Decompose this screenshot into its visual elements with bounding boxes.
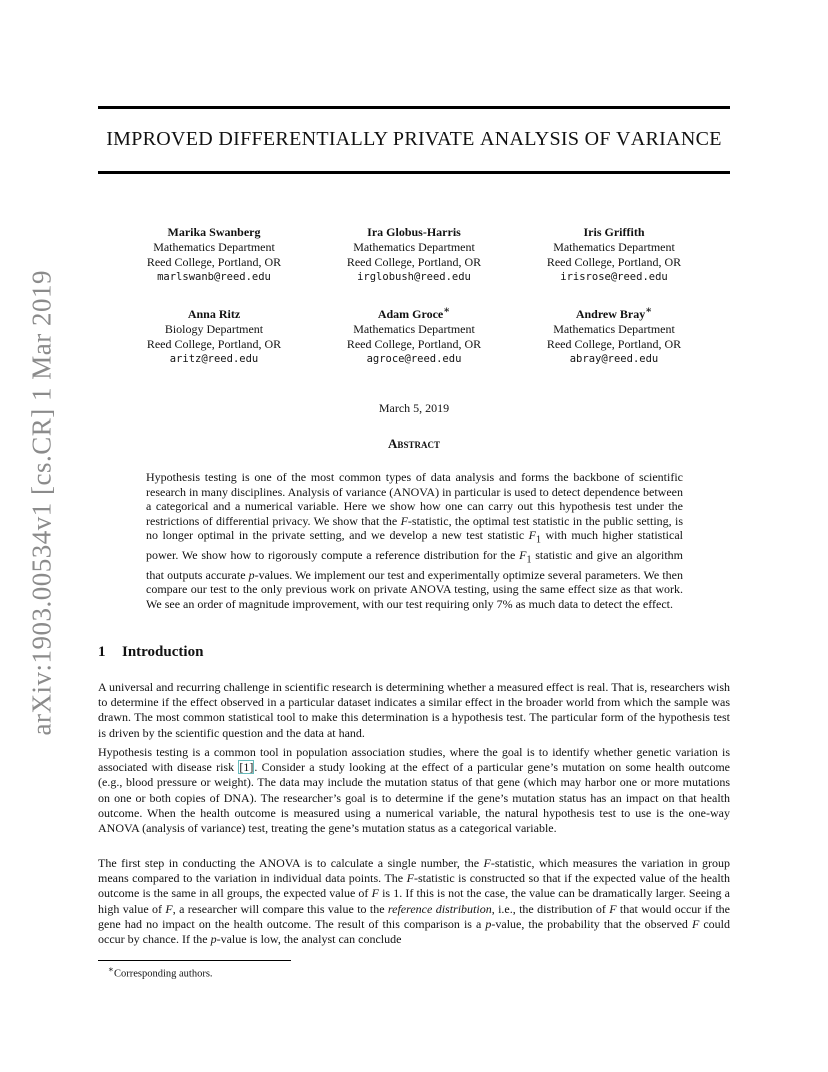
author-department: Mathematics Department (153, 240, 275, 254)
author-block (314, 221, 514, 285)
corresponding-author-mark[interactable]: ∗ (443, 305, 451, 316)
section-heading-introduction: 1 Introduction (98, 644, 204, 660)
abstract-heading: Abstract (388, 436, 440, 451)
intro-paragraph-2: Hypothesis testing is a common tool in population association studies, where the goal is to identify whether genetic variation is associated with disease risk [1]. Consider a study looking at the effect of a particular gene’s mutation on some health outcome (e.g., blood pressure or weight). The data may include the mutation status of that gene (which may harbor one or more mutations on one or both copies of DNA). The researcher’s goal is to determine if the gene’s mutation status has an impact on that health outcome. When the health outcome is measured using a numerical variable, the natural hypothesis test to use is the one-way ANOVA (analysis of variance) test, treating the gene’s mutation status as a categorical variable. (98, 745, 730, 836)
title-bottom-rule (98, 171, 730, 174)
corresponding-author-mark[interactable]: ∗ (645, 305, 653, 316)
author-block (114, 221, 314, 285)
footnote-mark: ∗ (108, 964, 114, 974)
author-institution: Reed College, Portland, OR (346, 255, 482, 269)
author-department: Mathematics Department (353, 322, 475, 336)
author-name: Adam Groce∗ (377, 305, 451, 321)
author-institution: Reed College, Portland, OR (146, 337, 282, 351)
author-department: Mathematics Department (353, 240, 475, 254)
author-department: Mathematics Department (553, 322, 675, 336)
arxiv-identifier[interactable]: arXiv:1903.00534v1 [cs.CR] 1 Mar 2019 (26, 270, 57, 736)
author-block (314, 303, 514, 367)
author-department: Mathematics Department (553, 240, 675, 254)
author-institution: Reed College, Portland, OR (546, 255, 682, 269)
intro-paragraph-3: The first step in conducting the ANOVA is to calculate a single number, the F-statistic, which measures the variation in group means compared to the variation in individual data points. The F-statistic is constructed so that if the expected value of the health outcome is the same in all groups, the expected value of F is 1. If this is not the case, the value can be dramatically larger. Seeing a high value of F, a researcher will compare this value to the reference distribution, i.e., the distribution of F that would occur if the gene had no impact on the health outcome. The result of this comparison is a p-value, the probability that the observed F could occur by chance. If the p-value is low, the analyst can conclude (98, 856, 731, 947)
author-name: Iris Griffith (583, 225, 645, 239)
paper-date: March 5, 2019 (378, 401, 450, 415)
author-name: Anna Ritz (187, 307, 241, 321)
author-institution: Reed College, Portland, OR (346, 337, 482, 351)
author-name: Andrew Bray∗ (575, 305, 653, 321)
author-email[interactable]: agroce@reed.edu (366, 353, 462, 365)
footnote-rule (98, 960, 291, 961)
author-name: Marika Swanberg (167, 225, 261, 239)
author-block (514, 303, 714, 367)
author-block (514, 221, 714, 285)
top-rule (98, 106, 730, 109)
author-email[interactable]: abray@reed.edu (569, 353, 659, 365)
footnote: ∗Corresponding authors. (108, 964, 213, 980)
author-email[interactable]: irisrose@reed.edu (560, 271, 668, 283)
author-institution: Reed College, Portland, OR (546, 337, 682, 351)
citation-link[interactable]: [1] (239, 760, 254, 775)
paper-title: IMPROVED DIFFERENTIALLY PRIVATE ANALYSIS OF VARIANCE (106, 128, 722, 150)
author-email[interactable]: marlswanb@reed.edu (157, 271, 271, 283)
author-block (114, 303, 314, 367)
intro-paragraph-1: A universal and recurring challenge in scientific research is determining whether a measured effect is real. That is, researchers wish to determine if the effect observed in a particular dataset indicates a similar effect in the broader world from which the sample was drawn. The most common statistical tool to make this determination is a hypothesis test. The particular form of the hypothesis test is driven by the scientific question and the data at hand. (98, 680, 730, 740)
author-email[interactable]: irglobush@reed.edu (357, 271, 471, 283)
abstract-text: Hypothesis testing is one of the most common types of data analysis and forms the backbone of scientific research in many disciplines. Analysis of variance (ANOVA) in particular is used to detect dependence between a categorical and a numerical variable. Here we show how one can carry out this hypothesis test under the restrictions of differential privacy. We show that the F-statistic, the optimal test statistic in the public setting, is no longer optimal in the private setting, and we develop a new test statistic $F_1$ with much higher statistical power. We show how to rigorously compute a reference distribution for the $F_1$ statistic and give an algorithm that outputs accurate p-values. We implement our test and experimentally optimize several parameters. We then compare our test to the only previous work on private ANOVA testing, using the same effect size as that work. We see an order of magnitude improvement, with our test requiring only 7% as much data to detect the effect. (146, 470, 683, 611)
author-department: Biology Department (164, 322, 264, 336)
author-institution: Reed College, Portland, OR (146, 255, 282, 269)
author-name: Ira Globus-Harris (367, 225, 461, 239)
author-email[interactable]: aritz@reed.edu (169, 353, 259, 365)
